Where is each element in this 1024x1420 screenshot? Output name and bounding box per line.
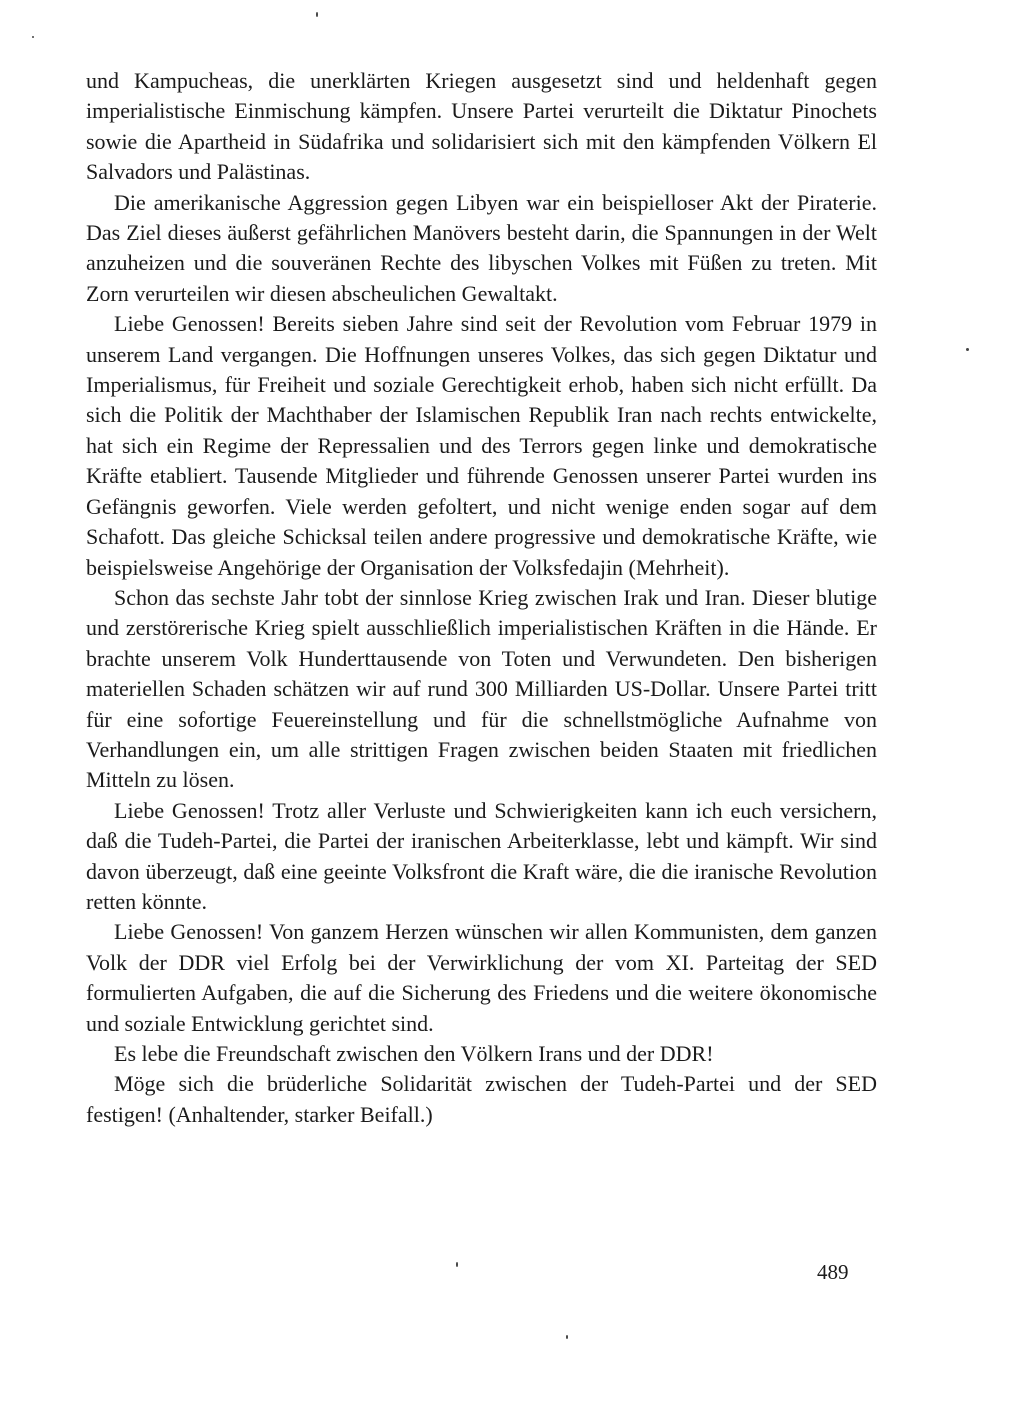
scan-speck	[566, 1335, 568, 1339]
paragraph-1: und Kampucheas, die unerklärten Kriegen ausgesetzt sind und heldenhaft gegen imperialistische Einmischung kämpfen. Unsere Partei verurteilt die Diktatur Pinochets sowie die Apartheid in Südafrika und solidarisiert sich mit den kämpfenden Völkern El Salvadors und Palästinas.	[86, 68, 877, 185]
paragraph-5: Liebe Genossen! Trotz aller Verluste und Schwierigkeiten kann ich euch versichern, daß die Tudeh-Partei, die Partei der iranischen Arbeiterklasse, lebt und kämpft. Wir sind davon überzeugt, daß eine geeinte Volksfront die Kraft wäre, die die iranische Revolution retten könnte.	[86, 797, 877, 914]
scan-speck	[966, 348, 969, 351]
body-text	[86, 66, 877, 1130]
scan-speck	[316, 12, 318, 17]
scan-speck	[32, 36, 34, 38]
paragraph-8: Möge sich die brüderliche Solidarität zwischen der Tudeh-Partei und der SED festigen! (Anhaltender, starker Beifall.)	[86, 1071, 877, 1127]
paragraph-4: Schon das sechste Jahr tobt der sinnlose Krieg zwischen Irak und Iran. Dieser blutige und zerstörerische Krieg spielt ausschließlich imperialistischen Kräften in die Hände. Er brachte unserem Volk Hunderttausende von Toten und Verwundeten. Den bisherigen materiellen Schaden schätzen wir auf rund 300 Milliarden US-Dollar. Unsere Partei tritt für eine sofortige Feuereinstellung und für die schnellstmögliche Aufnahme von Verhandlungen ein, um alle strittigen Fragen zwischen beiden Staaten mit friedlichen Mitteln zu lösen.	[86, 584, 877, 793]
paragraph-2: Die amerikanische Aggression gegen Libyen war ein beispielloser Akt der Piraterie. Das Ziel dieses äußerst gefährlichen Manövers besteht darin, die Spannungen in der Welt anzuheizen und die souveränen Rechte des libyschen Volkes mit Füßen zu treten. Mit Zorn verurteilen wir diesen abscheulichen Gewaltakt.	[86, 189, 877, 306]
paragraph-3: Liebe Genossen! Bereits sieben Jahre sind seit der Revolution vom Februar 1979 in unserem Land vergangen. Die Hoffnungen unseres Volkes, das sich gegen Diktatur und Imperialismus, für Freiheit und soziale Gerechtigkeit erhob, haben sich nicht erfüllt. Da sich die Politik der Machthaber der Islamischen Republik Iran nach rechts entwickelte, hat sich ein Regime der Repressalien und des Terrors gegen linke und demokratische Kräfte etabliert. Tausende Mitglieder und führende Genossen unserer Partei wurden ins Gefängnis geworfen. Viele werden gefoltert, und nicht wenige enden sogar auf dem Schafott. Das gleiche Schicksal teilen andere progressive und demokratische Kräfte, wie beispielsweise Angehörige der Organisation der Volksfedajin (Mehrheit).	[86, 311, 877, 580]
paragraph-7: Es lebe die Freundschaft zwischen den Völkern Irans und der DDR!	[114, 1041, 714, 1066]
paragraph-6: Liebe Genossen! Von ganzem Herzen wünschen wir allen Kommunisten, dem ganzen Volk der DDR viel Erfolg bei der Verwirklichung der vom XI. Parteitag der SED formulierten Aufgaben, die auf die Sicherung des Friedens und die weitere ökonomische und soziale Entwicklung gerichtet sind.	[86, 919, 877, 1036]
scan-speck	[456, 1262, 458, 1267]
page-number: 489	[817, 1260, 849, 1284]
